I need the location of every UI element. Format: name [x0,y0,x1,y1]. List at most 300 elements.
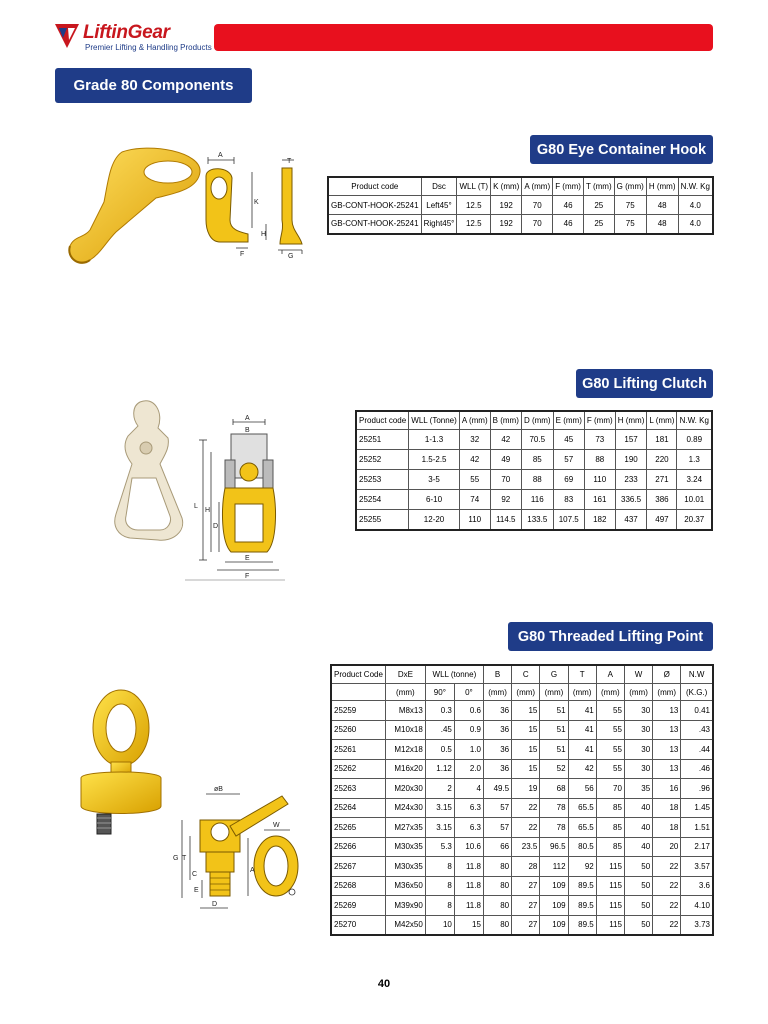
table-cell: Right45° [421,215,457,234]
table-cell: 6.3 [454,798,483,818]
table-cell: 190 [615,450,647,470]
table-cell: 88 [584,450,615,470]
table-cell: 85 [521,450,553,470]
table-cell: 15 [454,915,483,935]
table-cell: 40 [624,837,652,857]
table-cell: 22 [512,798,540,818]
table-cell: 55 [596,759,624,779]
table-cell: GB-CONT-HOOK-25241 [328,196,421,215]
table-cell: 25255 [356,510,409,530]
table-cell: M27x35 [385,818,425,838]
logo-mark-icon [55,22,79,50]
table-cell: 13 [653,720,681,740]
table-subheader-row [331,684,713,701]
dim-label-w: W [273,822,280,829]
table-row [331,818,713,838]
dim-label-f: F [245,573,250,580]
product-title-eye-container-hook: G80 Eye Container Hook [530,135,713,164]
table-cell: 12-20 [409,510,460,530]
table-cell: 25267 [331,857,385,877]
table-cell: 2 [425,779,454,799]
table-cell: 85 [596,798,624,818]
table-cell: 1.12 [425,759,454,779]
table-cell: 25270 [331,915,385,935]
dim-label-b: B [245,427,250,434]
column-header: H (mm) [646,177,678,196]
table-cell: 25265 [331,818,385,838]
table-cell: 1-1.3 [409,430,460,450]
table-cell: 0.9 [454,720,483,740]
column-header: DxE [385,665,425,684]
table-cell: 25252 [356,450,409,470]
table-cell: 36 [483,740,511,760]
table-cell: M16x20 [385,759,425,779]
table-cell: 6-10 [409,490,460,510]
table-cell: 25260 [331,720,385,740]
table-cell: 192 [491,196,522,215]
table-cell: .44 [681,740,713,760]
table-cell: 50 [624,896,652,916]
table-cell: 437 [615,510,647,530]
table-cell: 114.5 [490,510,521,530]
table-cell: 22 [653,857,681,877]
table-cell: 42 [490,430,521,450]
table-cell: 89.5 [568,915,596,935]
page-number: 40 [377,978,391,990]
table-cell: 69 [553,470,584,490]
table-cell: .46 [681,759,713,779]
table-cell: 133.5 [521,510,553,530]
table-cell: 1.45 [681,798,713,818]
table-cell: 65.5 [568,798,596,818]
column-subheader: 90° [425,684,454,701]
table-cell: 10.6 [454,837,483,857]
table-cell: 10.01 [677,490,712,510]
column-header: Product Code [331,665,385,684]
lifting-clutch-diagram [185,412,290,584]
table-cell: 25263 [331,779,385,799]
column-header: N.W. Kg [678,177,713,196]
dim-label-c: C [192,871,198,878]
table-cell: 55 [596,740,624,760]
table-cell: 42 [459,450,490,470]
table-cell: 192 [491,215,522,234]
table-row [331,857,713,877]
table-row [356,430,712,450]
table-cell: 336.5 [615,490,647,510]
table-cell: 25253 [356,470,409,490]
column-header: N.W. Kg [677,411,712,430]
table-cell: 49.5 [483,779,511,799]
table-cell: 45 [553,430,584,450]
table-row [331,915,713,935]
table-cell: 4.10 [681,896,713,916]
column-header: L (mm) [647,411,677,430]
column-header: F (mm) [553,177,584,196]
table-cell: 50 [624,876,652,896]
table-cell: 3.15 [425,798,454,818]
table-cell: 74 [459,490,490,510]
table-cell: 75 [614,196,646,215]
table-cell: 30 [624,720,652,740]
table-cell: 8 [425,896,454,916]
table-cell: 70 [596,779,624,799]
table-cell: 25259 [331,701,385,721]
table-cell: 15 [512,701,540,721]
dim-label-t: T [287,158,292,165]
column-header: T [568,665,596,684]
table-cell: M24x30 [385,798,425,818]
dim-label-t: T [182,855,187,862]
column-header: A (mm) [522,177,553,196]
table-cell: 49 [490,450,521,470]
table-cell: 115 [596,857,624,877]
table-cell: 48 [646,196,678,215]
table-cell: 115 [596,896,624,916]
table-row [356,510,712,530]
table-cell: 220 [647,450,677,470]
table-cell: M42x50 [385,915,425,935]
table-cell: 85 [596,818,624,838]
dim-label-g: G [288,253,294,260]
table-cell: 15 [512,759,540,779]
table-cell: 36 [483,759,511,779]
table-cell: 115 [596,915,624,935]
column-header: N.W [681,665,713,684]
table-cell: 55 [596,701,624,721]
column-subheader: (mm) [653,684,681,701]
table-row [331,759,713,779]
table-cell: 75 [614,215,646,234]
table-cell: 30 [624,701,652,721]
eye-container-hook-table [327,176,714,235]
table-cell: 2.17 [681,837,713,857]
table-cell: 13 [653,740,681,760]
table-cell: .43 [681,720,713,740]
table-row [356,470,712,490]
column-subheader: (K.G.) [681,684,713,701]
company-logo [55,20,215,54]
table-cell: 32 [459,430,490,450]
dim-label-e: E [245,555,250,562]
threaded-lifting-point-table [330,664,714,936]
table-cell: 25268 [331,876,385,896]
table-cell: 57 [483,798,511,818]
table-cell: 18 [653,818,681,838]
table-row [331,720,713,740]
table-cell: 181 [647,430,677,450]
table-cell: Left45° [421,196,457,215]
table-cell: 15 [512,720,540,740]
dim-label-a: A [218,152,223,159]
brand-name: LiftinGear [83,22,170,43]
column-header: H (mm) [615,411,647,430]
table-row [356,490,712,510]
dim-label-a: A [245,415,250,422]
table-cell: 0.89 [677,430,712,450]
table-cell: 4 [454,779,483,799]
dim-label-a: A [250,867,255,874]
table-header-row [331,665,713,684]
table-cell: 51 [540,720,568,740]
table-cell: M30x35 [385,857,425,877]
column-subheader: (mm) [540,684,568,701]
table-cell: 36 [483,701,511,721]
column-header: Product code [328,177,421,196]
table-cell: 20.37 [677,510,712,530]
table-cell: 70 [522,196,553,215]
table-cell: 70.5 [521,430,553,450]
table-cell: 110 [584,470,615,490]
table-cell: 271 [647,470,677,490]
dim-label-h: H [261,231,267,238]
table-cell: .96 [681,779,713,799]
table-cell: 22 [653,876,681,896]
table-cell: 35 [624,779,652,799]
table-cell: 41 [568,720,596,740]
table-cell: 4.0 [678,196,713,215]
section-title: Grade 80 Components [55,68,252,103]
table-cell: 11.8 [454,896,483,916]
table-cell: M39x90 [385,896,425,916]
table-cell: 15 [512,740,540,760]
table-row [331,701,713,721]
column-header: WLL (tonne) [425,665,483,684]
column-subheader: 0° [454,684,483,701]
table-cell: GB-CONT-HOOK-25241 [328,215,421,234]
table-cell: 80.5 [568,837,596,857]
table-cell: 80 [483,876,511,896]
table-cell: 89.5 [568,876,596,896]
table-cell: M10x18 [385,720,425,740]
table-cell: 48 [646,215,678,234]
table-cell: 70 [490,470,521,490]
dim-label-f: F [240,251,245,258]
table-cell: 52 [540,759,568,779]
column-header: B (mm) [490,411,521,430]
table-cell: 46 [553,196,584,215]
dim-label-d: D [212,901,218,908]
column-header: WLL (T) [457,177,491,196]
lifting-clutch-table [355,410,713,531]
table-cell: 73 [584,430,615,450]
table-cell: 5.3 [425,837,454,857]
table-cell: 107.5 [553,510,584,530]
column-header: A [596,665,624,684]
table-cell: 27 [512,915,540,935]
table-row [331,798,713,818]
column-header: T (mm) [583,177,614,196]
table-cell: 68 [540,779,568,799]
table-cell: 22 [512,818,540,838]
table-cell: 11.8 [454,876,483,896]
table-cell: 18 [653,798,681,818]
table-cell: 182 [584,510,615,530]
table-cell: 3.73 [681,915,713,935]
table-cell: 80 [483,896,511,916]
table-cell: 0.5 [425,740,454,760]
table-cell: 3.6 [681,876,713,896]
column-header: B [483,665,511,684]
table-row [331,837,713,857]
table-row [356,450,712,470]
product-title-threaded-lifting-point: G80 Threaded Lifting Point [508,622,713,651]
dim-label-ob: øB [214,786,223,793]
column-header: D (mm) [521,411,553,430]
table-cell: M8x13 [385,701,425,721]
table-cell: 30 [624,759,652,779]
table-cell: 42 [568,759,596,779]
table-row [328,196,713,215]
table-cell: 28 [512,857,540,877]
column-header: E (mm) [553,411,584,430]
table-cell: 0.6 [454,701,483,721]
column-subheader: (mm) [385,684,425,701]
column-subheader: (mm) [483,684,511,701]
table-cell: 25269 [331,896,385,916]
table-cell: 115 [596,876,624,896]
table-cell: 55 [596,720,624,740]
table-cell: 27 [512,896,540,916]
table-cell: 25 [583,196,614,215]
table-cell: 80 [483,857,511,877]
table-cell: 25261 [331,740,385,760]
table-row [331,740,713,760]
column-header: F (mm) [584,411,615,430]
table-cell: 51 [540,701,568,721]
table-cell: 83 [553,490,584,510]
table-cell: 41 [568,701,596,721]
table-row [331,876,713,896]
column-header: Product code [356,411,409,430]
table-cell: 78 [540,798,568,818]
table-cell: 1.5-2.5 [409,450,460,470]
table-cell: 80 [483,915,511,935]
table-cell: 96.5 [540,837,568,857]
table-cell: 46 [553,215,584,234]
table-cell: 36 [483,720,511,740]
table-row [331,896,713,916]
table-cell: 55 [459,470,490,490]
dim-label-l: L [194,503,198,510]
table-cell: 110 [459,510,490,530]
table-cell: 3.24 [677,470,712,490]
table-cell: 89.5 [568,896,596,916]
table-cell: 233 [615,470,647,490]
column-header: WLL (Tonne) [409,411,460,430]
table-cell: 10 [425,915,454,935]
dim-label-d: D [213,523,219,530]
column-header: A (mm) [459,411,490,430]
column-header: Dsc [421,177,457,196]
table-cell: 57 [483,818,511,838]
table-cell: 20 [653,837,681,857]
table-cell: 56 [568,779,596,799]
table-cell: 57 [553,450,584,470]
table-cell: 116 [521,490,553,510]
table-cell: 25266 [331,837,385,857]
table-row [331,779,713,799]
column-subheader: (mm) [596,684,624,701]
column-subheader: (mm) [512,684,540,701]
column-subheader: (mm) [568,684,596,701]
table-cell: 13 [653,759,681,779]
column-header: W [624,665,652,684]
table-cell: 22 [653,915,681,935]
table-cell: 16 [653,779,681,799]
table-cell: 25 [583,215,614,234]
dim-label-e: E [194,887,199,894]
table-cell: 0.41 [681,701,713,721]
threaded-lifting-point-diagram [170,780,315,920]
table-cell: 70 [522,215,553,234]
table-cell: 4.0 [678,215,713,234]
table-cell: 8 [425,857,454,877]
dim-label-k: K [254,199,259,206]
table-cell: 85 [596,837,624,857]
column-subheader [331,684,385,701]
table-cell: 497 [647,510,677,530]
eye-container-hook-diagram [200,150,308,260]
table-cell: 12.5 [457,215,491,234]
dim-label-h: H [205,507,211,514]
table-cell: M20x30 [385,779,425,799]
table-cell: 40 [624,818,652,838]
header-red-bar [214,24,713,51]
table-cell: 13 [653,701,681,721]
eye-container-hook-photo [60,142,208,270]
table-cell: 19 [512,779,540,799]
table-cell: 25254 [356,490,409,510]
table-cell: 11.8 [454,857,483,877]
column-subheader: (mm) [624,684,652,701]
threaded-lifting-point-photo [75,686,165,846]
table-row [328,215,713,234]
table-cell: 50 [624,857,652,877]
table-cell: 22 [653,896,681,916]
table-cell: 78 [540,818,568,838]
table-cell: M30x35 [385,837,425,857]
table-cell: 1.3 [677,450,712,470]
dim-label-g: G [173,855,179,862]
table-cell: 157 [615,430,647,450]
table-cell: 25262 [331,759,385,779]
product-title-lifting-clutch: G80 Lifting Clutch [576,369,713,398]
table-cell: 6.3 [454,818,483,838]
column-header: K (mm) [491,177,522,196]
brand-tagline: Premier Lifting & Handling Products [85,43,212,52]
table-cell: 23.5 [512,837,540,857]
table-cell: 50 [624,915,652,935]
table-cell: 92 [490,490,521,510]
table-cell: 1.51 [681,818,713,838]
table-cell: 386 [647,490,677,510]
table-cell: M36x50 [385,876,425,896]
table-cell: 25251 [356,430,409,450]
table-cell: 161 [584,490,615,510]
lifting-clutch-photo [110,398,192,544]
table-cell: 30 [624,740,652,760]
table-cell: 8 [425,876,454,896]
table-cell: 112 [540,857,568,877]
table-cell: 109 [540,896,568,916]
table-cell: 27 [512,876,540,896]
table-cell: 2.0 [454,759,483,779]
table-header-row [328,177,713,196]
table-cell: 109 [540,915,568,935]
table-cell: 66 [483,837,511,857]
table-cell: 51 [540,740,568,760]
